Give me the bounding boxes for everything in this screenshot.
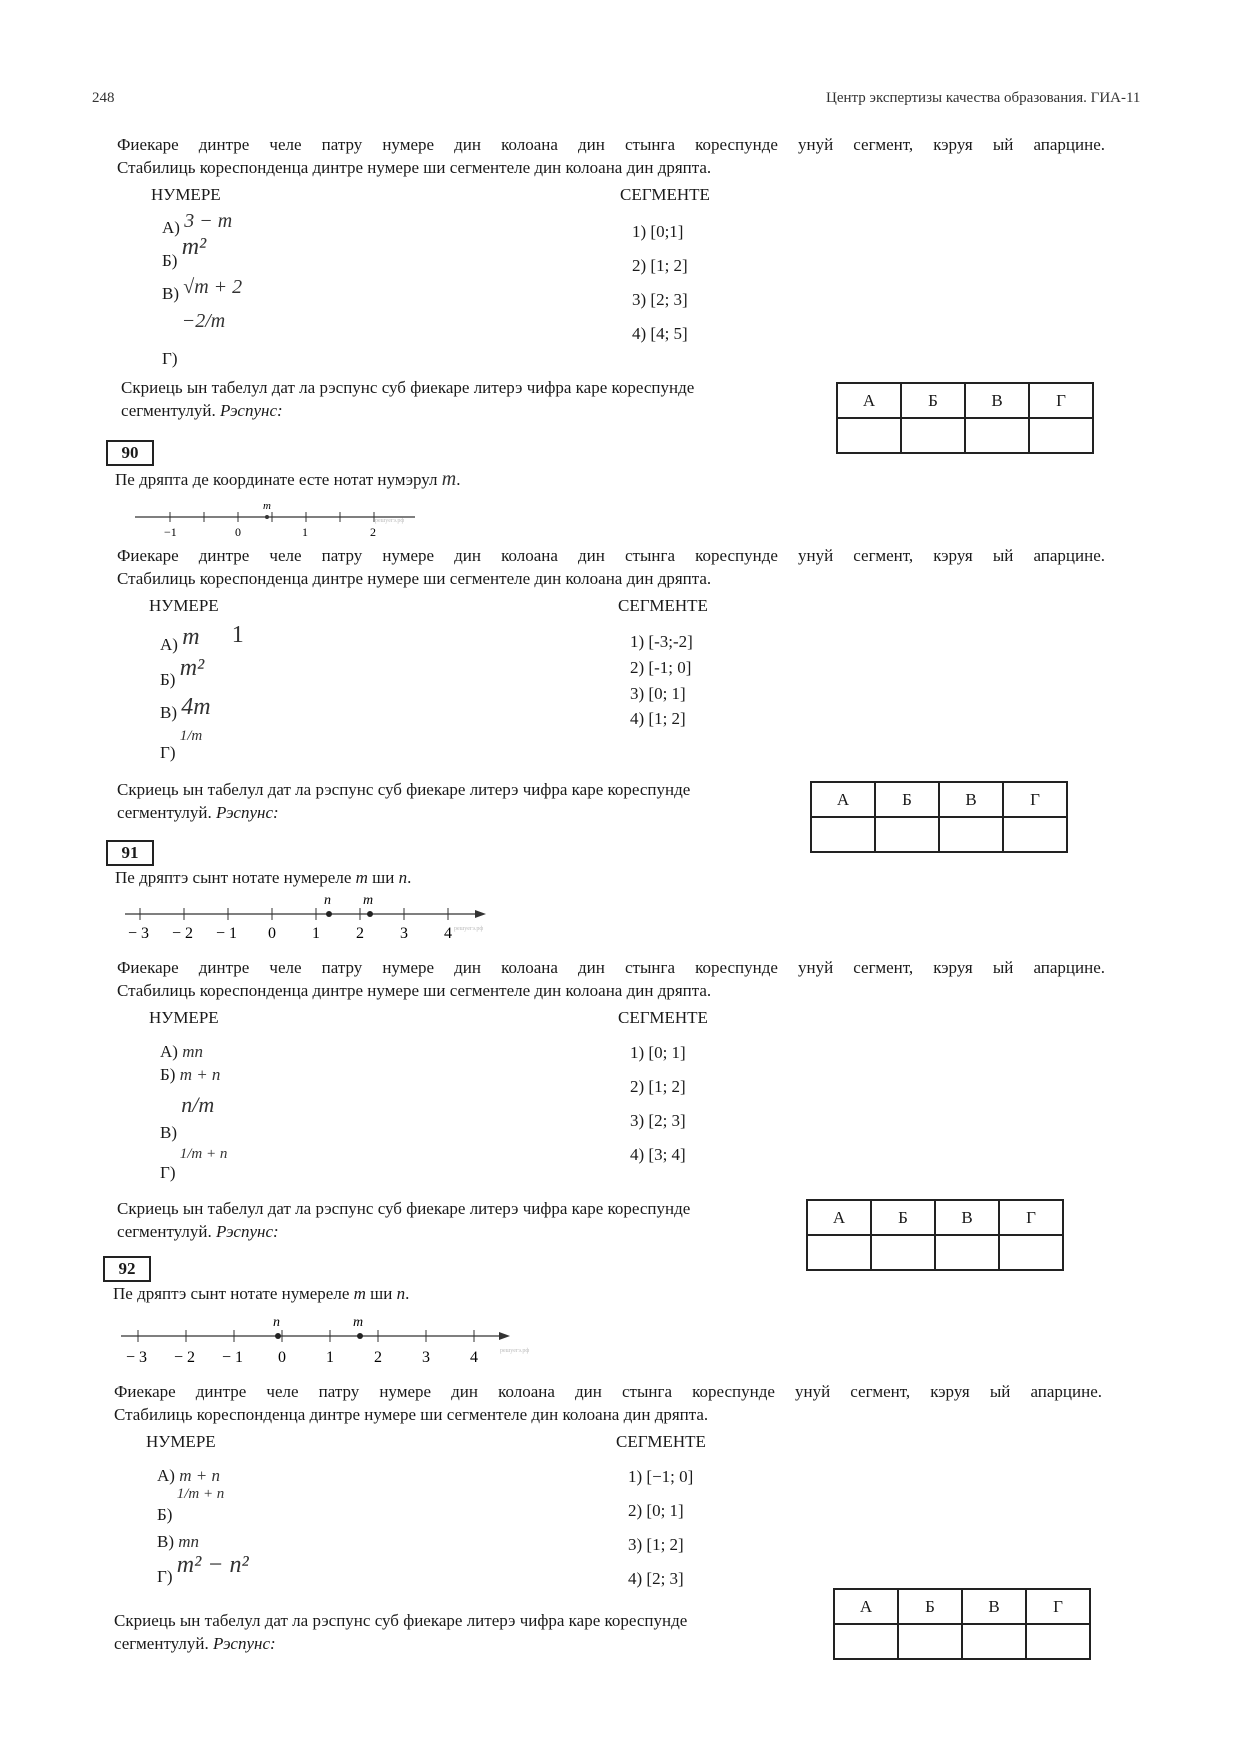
answer-cell-a[interactable] [834, 1624, 898, 1659]
option-expression: √m + 2 [183, 276, 243, 298]
statement-conjunction: ши [372, 868, 395, 887]
option-label: Г) [157, 1567, 173, 1586]
tick-label: 3 [422, 1349, 430, 1366]
segment-3: 3) [2; 3] [632, 290, 688, 309]
option-label: А) [157, 1466, 175, 1485]
statement-text: Пе дряптэ сынт нотате нумереле [115, 868, 352, 887]
tick-label: − 2 [174, 1349, 196, 1366]
tick-label: 0 [235, 525, 241, 539]
point-m [265, 515, 269, 519]
column-segments-header: СЕГМЕНТЕ [616, 1432, 706, 1451]
task-statement: Пе дряптэ сынт нотате нумереле m ши n. [115, 868, 412, 887]
point-label-n: n [273, 1315, 280, 1330]
option-b [160, 1065, 220, 1085]
answer-cell-a[interactable] [807, 1235, 871, 1270]
tick-label: 1 [326, 1349, 334, 1366]
option-label: Б) [160, 1065, 176, 1084]
watermark: решуегэ.рф [500, 1348, 530, 1354]
tick-label: 2 [370, 525, 376, 539]
statement-variable: m [355, 868, 368, 887]
option-expression: 1/m [179, 728, 203, 744]
answer-letter-a: А [807, 1200, 871, 1235]
option-label: В) [160, 1123, 177, 1142]
option-label: Б) [160, 670, 176, 689]
tick-label: 3 [400, 925, 408, 942]
page-number: 248 [92, 90, 115, 106]
point-m [367, 911, 373, 917]
option-expression: m [182, 624, 200, 650]
task-number: 91 [106, 840, 154, 866]
tick-label: − 2 [172, 925, 194, 942]
option-d [160, 1143, 228, 1182]
tick-label: 0 [268, 925, 276, 942]
option-label: Б) [157, 1505, 173, 1524]
column-segments-header: СЕГМЕНТЕ [620, 185, 710, 204]
segment-1: 1) [-3;-2] [630, 632, 693, 651]
intro-line-2: Стабилиць кореспонденца динтре нумере ши сегментеле дин колоана дин дряпта. [117, 981, 712, 1000]
tick-label: 4 [470, 1349, 478, 1366]
answer-cell-c[interactable] [965, 418, 1029, 453]
option-d [160, 725, 203, 762]
option-expression: 1/m + n [176, 1486, 225, 1502]
segment-1: 1) [0;1] [632, 222, 684, 241]
answer-letter-b: Б [901, 383, 965, 418]
point-label-m: m [353, 1315, 364, 1330]
answer-letter-d: Г [1003, 782, 1067, 817]
task-intro [114, 1380, 1102, 1426]
column-numbers-header: НУМЕРЕ [151, 185, 221, 204]
answer-instruction [114, 1609, 814, 1655]
task-statement: Пе дряпта де координате есте нотат нумэрул m. [115, 468, 461, 490]
answer-label: Рэспунс: [216, 1222, 279, 1241]
intro-line-1: Фиекаре динтре челе патру нумере дин колоана дин стынга кореспунде унуй сегмент, кэруя ый апарцине. [117, 546, 1105, 565]
option-label: В) [160, 703, 177, 722]
tick-label: − 3 [126, 1349, 148, 1366]
answer-letter-c: В [965, 383, 1029, 418]
task-number: 90 [106, 440, 154, 466]
option-d [157, 1552, 249, 1589]
answer-cell-a[interactable] [811, 817, 875, 852]
option-expression: mn [182, 1042, 203, 1061]
answer-text-line-2: сегментулуй. [117, 1222, 212, 1241]
option-expression: m + n [179, 1466, 220, 1485]
statement-text: Пе дряптэ сынт нотате нумереле [113, 1284, 350, 1303]
answer-cell-a[interactable] [837, 418, 901, 453]
answer-letter-d: Г [1026, 1589, 1090, 1624]
answer-text-line-1: Скриець ын табелул дат ла рэспунс суб фиекаре литерэ чифра каре кореспунде [117, 1199, 691, 1218]
option-label: А) [162, 218, 180, 237]
segment-3: 3) [0; 1] [630, 684, 686, 703]
segment-2: 2) [1; 2] [632, 256, 688, 275]
option-expression: mn [178, 1532, 200, 1551]
tick-label: −1 [164, 525, 177, 539]
task-statement: Пе дряптэ сынт нотате нумереле m ши n. [113, 1284, 410, 1303]
point-n [326, 911, 332, 917]
answer-table [833, 1588, 1091, 1660]
option-a [160, 622, 244, 657]
option-expression: 4m [181, 694, 211, 720]
option-c [160, 694, 211, 725]
running-title: Центр экспертизы качества образования. ГИА-11 [826, 90, 1141, 106]
intro-line-1: Фиекаре динтре челе патру нумере дин колоана дин стынга кореспунде унуй сегмент, кэруя ый апарцине. [117, 958, 1105, 977]
answer-text-line-1: Скриець ын табелул дат ла рэспунс суб фиекаре литерэ чифра каре кореспунде [117, 780, 691, 799]
segment-3: 3) [1; 2] [628, 1535, 684, 1554]
answer-cell-c[interactable] [962, 1624, 1026, 1659]
option-label: Г) [160, 1163, 176, 1182]
option-c [160, 1092, 215, 1142]
point-label-n: n [324, 893, 331, 908]
number-line [116, 1314, 530, 1368]
segment-1: 1) [−1; 0] [628, 1467, 694, 1486]
intro-line-2: Стабилиць кореспонденца динтре нумере ши сегментеле дин колоана дин дряпта. [117, 569, 712, 588]
option-a [160, 1042, 203, 1062]
option-b [162, 234, 207, 273]
answer-letter-c: В [935, 1200, 999, 1235]
answer-text-line-2: сегментулуй. [117, 803, 212, 822]
number-line [130, 500, 430, 540]
statement-text: Пе дряпта де координате есте нотат нумэрул [115, 470, 438, 489]
option-label: В) [162, 284, 179, 303]
number-line [120, 894, 500, 946]
option-label: Г) [162, 349, 178, 368]
tick-label: 0 [278, 1349, 286, 1366]
answer-table [806, 1199, 1064, 1271]
option-expression: m² [179, 655, 205, 681]
option-c [157, 1532, 199, 1552]
segment-4: 4) [2; 3] [628, 1569, 684, 1588]
option-d [162, 310, 226, 368]
segment-2: 2) [0; 1] [628, 1501, 684, 1520]
segment-4: 4) [4; 5] [632, 324, 688, 343]
answer-letter-a: А [834, 1589, 898, 1624]
tick-label: − 3 [128, 925, 150, 942]
intro-line-1: Фиекаре динтре челе патру нумере дин колоана дин стынга кореспунде унуй сегмент, кэруя ый апарцине. [117, 135, 1105, 154]
answer-cell-d[interactable] [1026, 1624, 1090, 1659]
answer-cell-b[interactable] [901, 418, 965, 453]
tick-label: − 1 [216, 925, 238, 942]
answer-label: Рэспунс: [220, 401, 283, 420]
answer-cell-d[interactable] [1029, 418, 1093, 453]
option-expression: 1/m + n [179, 1146, 228, 1162]
option-label: Г) [160, 743, 176, 762]
column-numbers-header: НУМЕРЕ [149, 1008, 219, 1027]
answer-table [810, 781, 1068, 853]
answer-cell-b[interactable] [898, 1624, 962, 1659]
option-c [162, 276, 243, 305]
answer-text-line-1: Скриець ын табелул дат ла рэспунс суб фиекаре литерэ чифра каре кореспунде [121, 378, 695, 397]
answer-letter-c: В [962, 1589, 1026, 1624]
statement-variable: n [396, 1284, 406, 1303]
answer-letter-b: Б [871, 1200, 935, 1235]
answer-instruction [117, 1197, 817, 1243]
tick-label: 2 [356, 925, 364, 942]
option-expression: 3 − m [184, 210, 233, 232]
statement-variable: n [398, 868, 408, 887]
answer-letter-c: В [939, 782, 1003, 817]
watermark: решуегэ.рф [454, 926, 484, 932]
segment-4: 4) [1; 2] [630, 709, 686, 728]
intro-line-2: Стабилиць кореспонденца динтре нумере ши сегментеле дин колоана дин дряпта. [117, 158, 712, 177]
segment-2: 2) [1; 2] [630, 1077, 686, 1096]
tick-label: 2 [374, 1349, 382, 1366]
answer-instruction [121, 376, 821, 422]
tick-label: 1 [312, 925, 320, 942]
answer-cell-b[interactable] [871, 1235, 935, 1270]
column-numbers-header: НУМЕРЕ [149, 596, 219, 615]
point-label-m: m [363, 893, 374, 908]
answer-cell-b[interactable] [875, 817, 939, 852]
answer-label: Рэспунс: [216, 803, 279, 822]
option-expression: m² − n² [176, 1552, 249, 1578]
tick-label: − 1 [222, 1349, 244, 1366]
option-label: А) [160, 1042, 178, 1061]
statement-variable: m [353, 1284, 366, 1303]
answer-letter-a: А [837, 383, 901, 418]
answer-text-line-2: сегментулуй. [114, 1634, 209, 1653]
task-intro [117, 133, 1105, 179]
task-number: 92 [103, 1256, 151, 1282]
point-n [275, 1333, 281, 1339]
answer-letter-a: А [811, 782, 875, 817]
answer-cell-c[interactable] [939, 817, 1003, 852]
task-intro [117, 544, 1105, 590]
option-label: Б) [162, 251, 178, 270]
option-extra: 1 [231, 622, 244, 648]
option-b [160, 655, 205, 692]
segment-3: 3) [2; 3] [630, 1111, 686, 1130]
answer-letter-d: Г [999, 1200, 1063, 1235]
option-label: А) [160, 635, 178, 654]
intro-line-2: Стабилиць кореспонденца динтре нумере ши сегментеле дин колоана дин дряпта. [114, 1405, 709, 1424]
answer-cell-c[interactable] [935, 1235, 999, 1270]
answer-table [836, 382, 1094, 454]
column-segments-header: СЕГМЕНТЕ [618, 1008, 708, 1027]
answer-instruction [117, 778, 817, 824]
option-label: В) [157, 1532, 174, 1551]
answer-cell-d[interactable] [999, 1235, 1063, 1270]
segment-2: 2) [-1; 0] [630, 658, 692, 677]
intro-line-1: Фиекаре динтре челе патру нумере дин колоана дин стынга кореспунде унуй сегмент, кэруя ый апарцине. [114, 1382, 1102, 1401]
statement-variable: m [441, 468, 457, 490]
answer-letter-d: Г [1029, 383, 1093, 418]
answer-label: Рэспунс: [213, 1634, 276, 1653]
tick-label: 1 [302, 525, 308, 539]
segment-1: 1) [0; 1] [630, 1043, 686, 1062]
answer-letter-b: Б [875, 782, 939, 817]
point-m [357, 1333, 363, 1339]
answer-letter-b: Б [898, 1589, 962, 1624]
statement-conjunction: ши [370, 1284, 393, 1303]
option-expression: −2/m [181, 310, 226, 332]
task-intro [117, 956, 1105, 1002]
option-expression: n/m [181, 1092, 215, 1117]
column-segments-header: СЕГМЕНТЕ [618, 596, 708, 615]
answer-text-line-1: Скриець ын табелул дат ла рэспунс суб фиекаре литерэ чифра каре кореспунде [114, 1611, 688, 1630]
segment-4: 4) [3; 4] [630, 1145, 686, 1164]
option-expression: m² [181, 234, 207, 260]
tick-label: 4 [444, 925, 452, 942]
answer-cell-d[interactable] [1003, 817, 1067, 852]
column-numbers-header: НУМЕРЕ [146, 1432, 216, 1451]
option-expression: m + n [179, 1065, 221, 1084]
option-b [157, 1483, 225, 1524]
watermark: решуегэ.рф [375, 518, 405, 524]
answer-text-line-2: сегментулуй. [121, 401, 216, 420]
point-label-m: m [263, 500, 271, 512]
